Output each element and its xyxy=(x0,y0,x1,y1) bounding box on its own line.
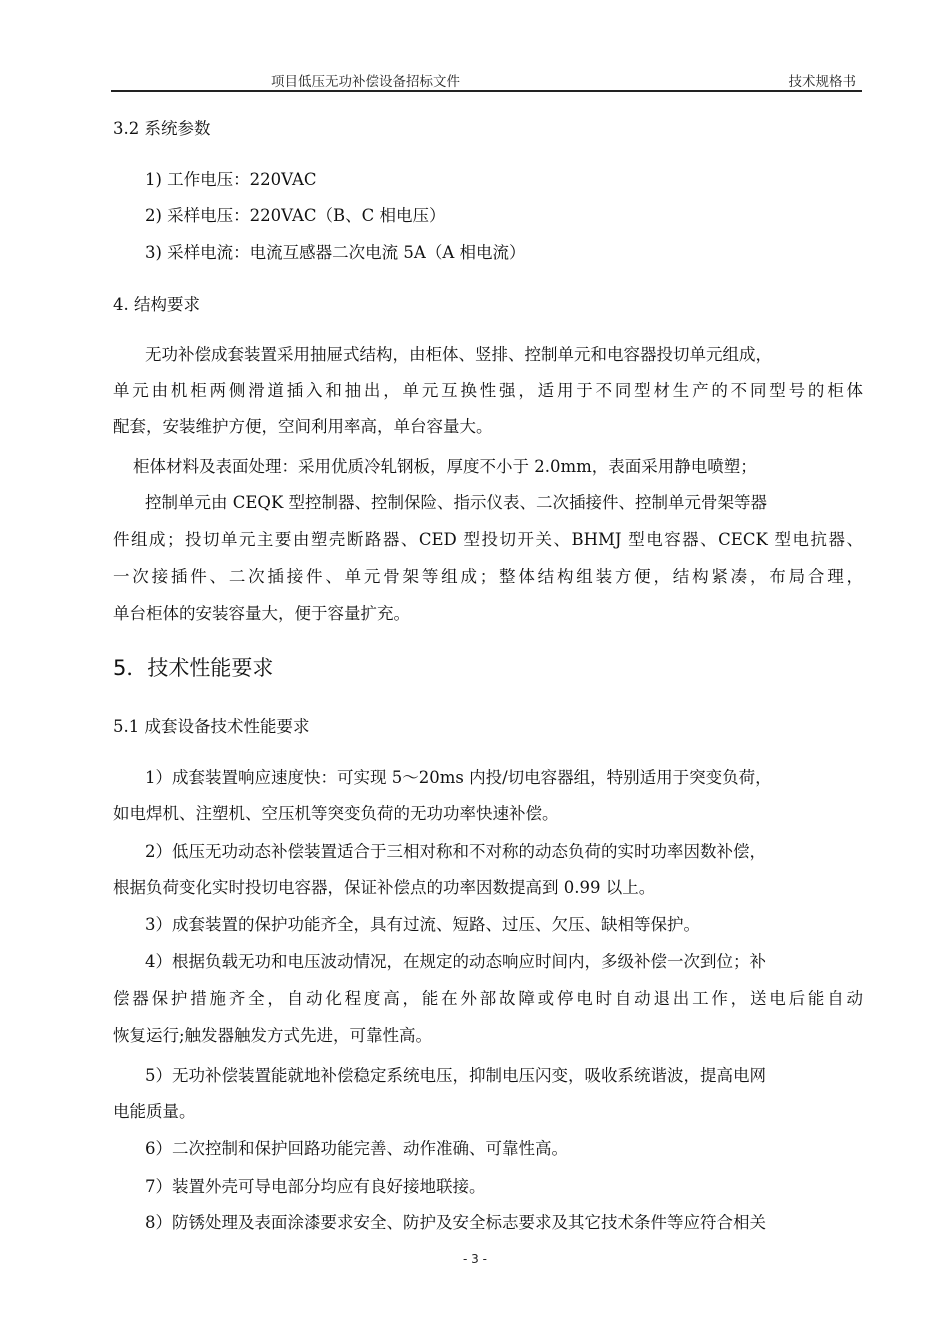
requirement-line: 3）成套装置的保护功能齐全，具有过流、短路、过压、欠压、缺相等保护。 xyxy=(145,915,700,934)
paragraph-line: 柜体材料及表面处理：采用优质冷轧钢板，厚度不小于 2.0mm，表面采用静电喷塑； xyxy=(133,457,757,476)
requirement-line: 6）二次控制和保护回路功能完善、动作准确、可靠性高。 xyxy=(145,1139,568,1158)
subsection-heading-5-1: 5.1 成套设备技术性能要求 xyxy=(113,717,310,736)
paragraph-line: 单元由机柜两侧滑道插入和抽出，单元互换性强，适用于不同型材生产的不同型号的柜体 xyxy=(113,381,863,400)
paragraph-line: 一次接插件、二次插接件、单元骨架等组成；整体结构组装方便，结构紧凑，布局合理， xyxy=(113,567,863,586)
requirement-line: 电能质量。 xyxy=(113,1102,196,1121)
section-heading-5: 5．技术性能要求 xyxy=(113,656,274,680)
requirement-line: 2）低压无功动态补偿装置适合于三相对称和不对称的动态负荷的实时功率因数补偿， xyxy=(145,842,766,861)
requirement-line: 恢复运行;触发器触发方式先进，可靠性高。 xyxy=(113,1026,433,1045)
param-item: 3) 采样电流：电流互感器二次电流 5A（A 相电流） xyxy=(145,243,526,262)
requirement-line: 8）防锈处理及表面涂漆要求安全、防护及安全标志要求及其它技术条件等应符合相关 xyxy=(145,1213,766,1232)
requirement-line: 如电焊机、注塑机、空压机等突变负荷的无功功率快速补偿。 xyxy=(113,804,559,823)
section-heading-3-2: 3.2 系统参数 xyxy=(113,119,211,138)
requirement-line: 偿器保护措施齐全，自动化程度高，能在外部故障或停电时自动退出工作，送电后能自动 xyxy=(113,989,863,1008)
requirement-line: 4）根据负载无功和电压波动情况，在规定的动态响应时间内，多级补偿一次到位；补 xyxy=(145,952,766,971)
requirement-line: 根据负荷变化实时投切电容器，保证补偿点的功率因数提高到 0.99 以上。 xyxy=(113,878,656,897)
page-number: - 3 - xyxy=(463,1252,487,1266)
paragraph-line: 配套，安装维护方便，空间利用率高，单台容量大。 xyxy=(113,417,493,436)
header-title: 项目低压无功补偿设备招标文件 xyxy=(271,74,460,90)
param-item: 2) 采样电压：220VAC（B、C 相电压） xyxy=(145,206,446,225)
paragraph-line: 件组成；投切单元主要由塑壳断路器、CED 型投切开关、BHMJ 型电容器、CECK 型电抗器、 xyxy=(113,530,863,549)
paragraph-line: 单台柜体的安装容量大，便于容量扩充。 xyxy=(113,604,410,623)
paragraph-line: 控制单元由 CEQK 型控制器、控制保险、指示仪表、二次插接件、控制单元骨架等器 xyxy=(145,493,768,512)
paragraph-line: 无功补偿成套装置采用抽屉式结构，由柜体、竖排、控制单元和电容器投切单元组成， xyxy=(145,345,772,364)
requirement-line: 1）成套装置响应速度快：可实现 5～20ms 内投/切电容器组，特别适用于突变负荷， xyxy=(145,768,772,787)
requirement-line: 5）无功补偿装置能就地补偿稳定系统电压，抑制电压闪变，吸收系统谐波，提高电网 xyxy=(145,1066,766,1085)
page-header xyxy=(111,68,862,92)
header-section-label: 技术规格书 xyxy=(788,74,856,90)
requirement-line: 7）装置外壳可导电部分均应有良好接地联接。 xyxy=(145,1177,486,1196)
section-heading-4: 4. 结构要求 xyxy=(113,295,200,314)
param-item: 1) 工作电压：220VAC xyxy=(145,170,317,189)
